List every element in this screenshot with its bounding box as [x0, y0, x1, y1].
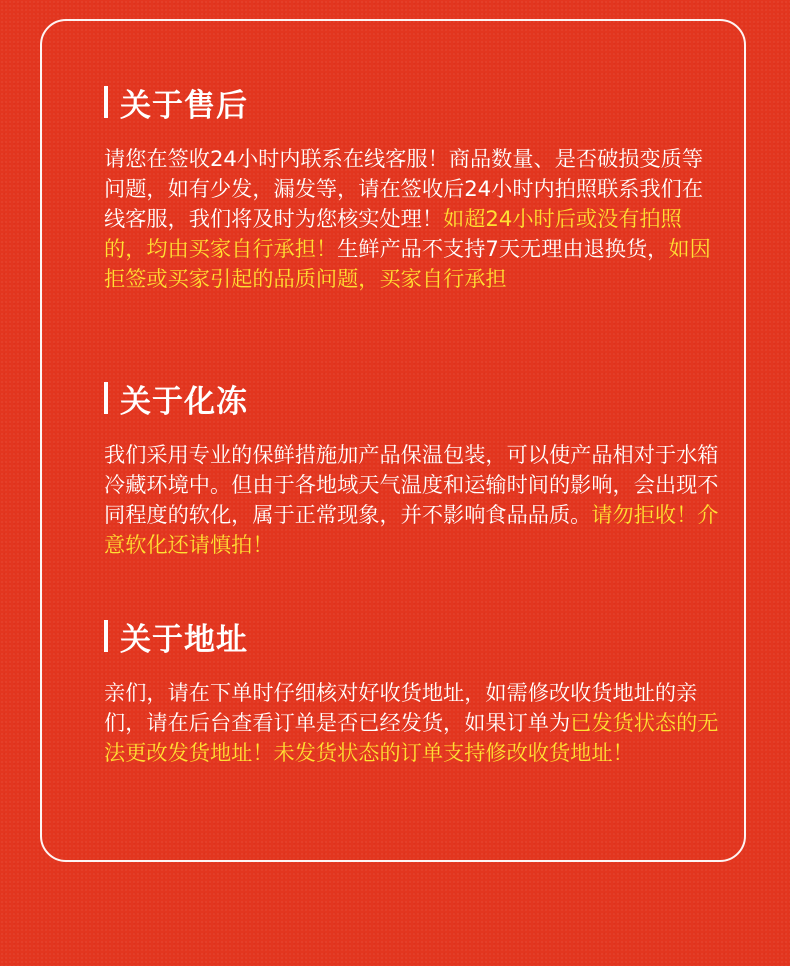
heading-bar-icon [104, 382, 108, 414]
section-title: 关于化冻 [120, 383, 248, 420]
section-thawing [104, 378, 724, 560]
paragraph-text: 亲们，请在下单时仔细核对好收货地址，如需修改收货地址的亲们，请在后台查看订单是否已经发货，如果订单为 [104, 680, 698, 735]
heading-bar-icon [104, 86, 108, 118]
section-heading [104, 378, 724, 418]
section-paragraph [104, 678, 724, 768]
section-heading [104, 616, 724, 656]
section-paragraph [104, 440, 724, 560]
paragraph-highlight: 如因拒签或买家引起的品质问题，买家自行承担 [104, 236, 711, 291]
heading-bar-icon [104, 620, 108, 652]
section-paragraph [104, 144, 724, 294]
paragraph-text: 请您在签收24小时内联系在线客服！商品数量、是否破损变质等问题，如有少发，漏发等，请在签收后24小时内拍照联系我们在线客服，我们将及时为您核实处理！ [104, 146, 704, 231]
section-after-sales [104, 82, 724, 294]
section-address [104, 616, 724, 768]
paragraph-text: 我们采用专业的保鲜措施加产品保温包装，可以使产品相对于水箱冷藏环境中。但由于各地域天气温度和运输时间的影响，会出现不同程度的软化，属于正常现象，并不影响食品品质。 [104, 442, 719, 527]
section-heading [104, 82, 724, 122]
section-title: 关于售后 [120, 87, 248, 124]
paragraph-highlight: 已发货状态的无法更改发货地址！未发货状态的订单支持修改收货地址！ [104, 710, 719, 765]
section-title: 关于地址 [120, 621, 248, 658]
paragraph-highlight: 如超24小时后或没有拍照的，均由买家自行承担！ [104, 206, 682, 261]
paragraph-text: 生鲜产品不支持7天无理由退换货， [337, 236, 669, 261]
paragraph-highlight: 请勿拒收！介意软化还请慎拍！ [104, 502, 719, 557]
